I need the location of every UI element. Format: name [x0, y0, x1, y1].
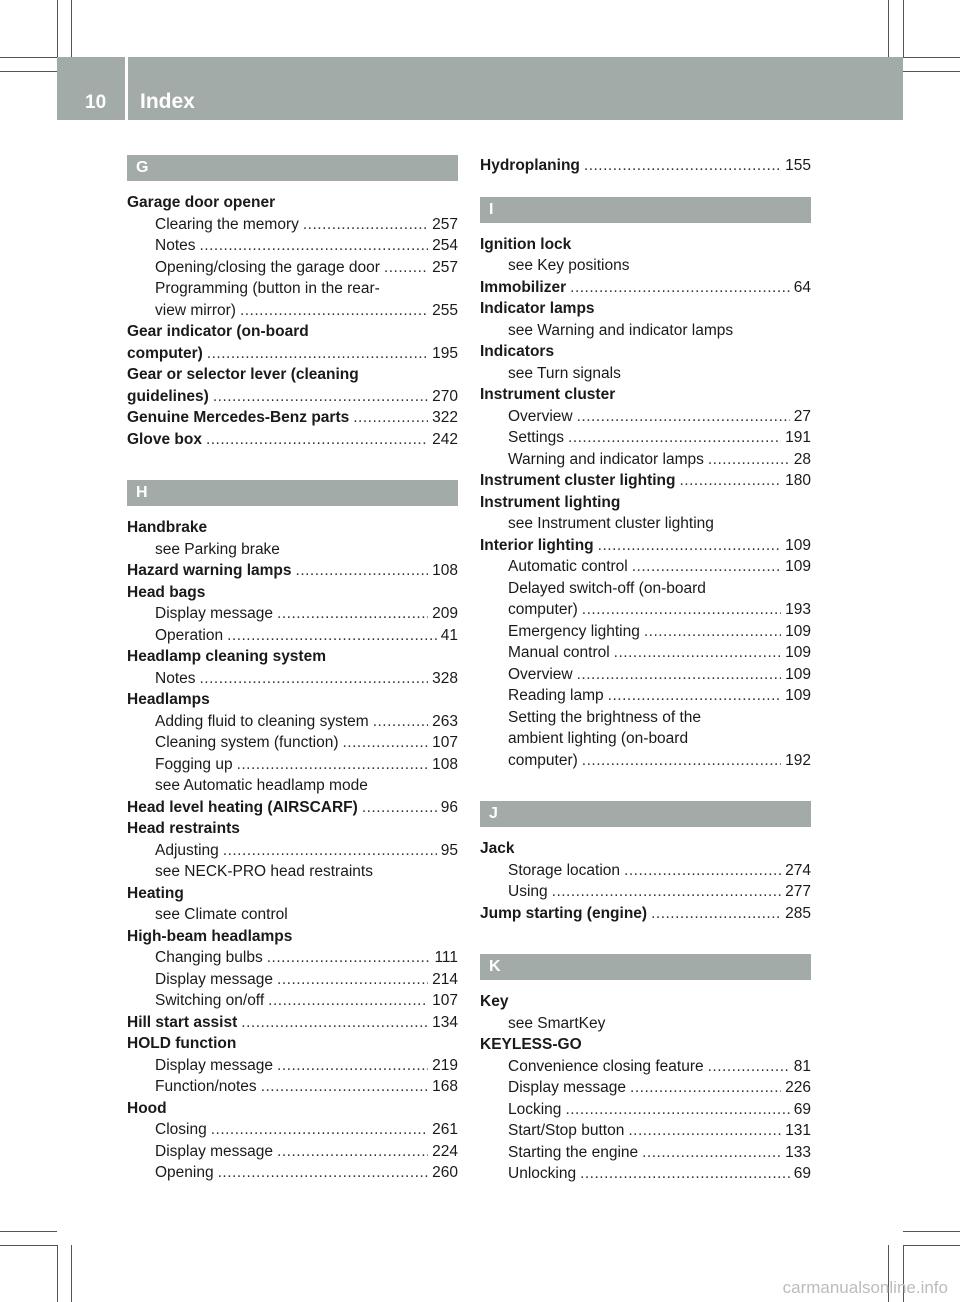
entry-text: Overview	[508, 407, 573, 425]
entry-text: Switching on/off	[155, 992, 265, 1009]
entry-text: Closing	[155, 1121, 207, 1138]
spacer	[480, 177, 811, 197]
page-reference: 133	[785, 1143, 811, 1161]
crop-mark	[0, 1231, 57, 1232]
entry-text: computer)	[508, 751, 578, 769]
index-subentry	[480, 449, 811, 471]
entry-text: Indicators	[480, 343, 555, 360]
entry-text: Display message	[155, 605, 274, 622]
index-subentry	[480, 881, 811, 903]
entry-text: see Turn signals	[508, 364, 621, 382]
entry-text: see Instrument cluster lighting	[508, 515, 714, 532]
section-letter-h: H	[127, 480, 458, 506]
index-heading	[127, 689, 458, 711]
page-reference: 96	[440, 798, 458, 816]
entry-text: Using	[508, 883, 548, 900]
entry-text: see NECK-PRO head restraints	[155, 863, 373, 880]
entry-text: Hydroplaning	[480, 157, 580, 174]
index-heading	[480, 492, 811, 514]
crop-mark	[71, 0, 72, 57]
page-reference: 109	[785, 622, 811, 640]
leader-dots	[277, 1141, 428, 1163]
page-reference: 109	[785, 665, 811, 683]
index-heading	[127, 797, 458, 819]
index-heading	[127, 192, 458, 214]
page-reference: 226	[785, 1079, 811, 1096]
index-subentry	[127, 668, 458, 690]
entry-text: Instrument cluster	[480, 386, 616, 403]
page-reference: 107	[432, 992, 458, 1009]
entry-text: Setting the brightness of the	[508, 708, 702, 726]
index-subentry	[480, 728, 811, 750]
leader-dots	[277, 1055, 428, 1077]
crop-mark	[71, 1245, 72, 1302]
entry-text: Display message	[155, 970, 274, 988]
leader-dots	[580, 1163, 790, 1185]
index-subentry	[127, 775, 458, 797]
entry-text: Genuine Mercedes-Benz parts	[127, 409, 350, 426]
entry-text: Clearing the memory	[155, 215, 299, 233]
entry-text: Cleaning system (function)	[155, 734, 339, 751]
leader-dots	[630, 1077, 781, 1099]
entry-text: High-beam headlamps	[127, 927, 293, 945]
crop-mark	[903, 1245, 960, 1246]
entry-text: Display message	[508, 1079, 627, 1096]
entry-text: Display message	[155, 1142, 274, 1160]
entry-text: Garage door opener	[127, 194, 276, 211]
entry-text: KEYLESS-GO	[480, 1036, 582, 1053]
index-section	[480, 991, 811, 1185]
index-heading	[480, 838, 811, 860]
entry-text: Settings	[508, 429, 565, 446]
leader-dots	[211, 1119, 428, 1141]
page-reference: 195	[432, 344, 458, 362]
page-reference: 260	[432, 1164, 458, 1181]
index-heading	[480, 384, 811, 406]
entry-text: Fogging up	[155, 755, 233, 773]
index-subentry	[127, 840, 458, 862]
page-reference: 277	[785, 883, 811, 900]
index-subentry	[127, 1162, 458, 1184]
entry-text: Headlamp cleaning system	[127, 648, 326, 665]
page-reference: 109	[785, 687, 811, 704]
index-subentry	[127, 300, 458, 322]
index-heading	[127, 1012, 458, 1034]
leader-dots	[582, 599, 781, 621]
page-reference: 27	[793, 407, 811, 425]
leader-dots	[644, 621, 781, 643]
index-subentry	[127, 235, 458, 257]
entry-text: Notes	[155, 237, 196, 254]
index-heading	[127, 582, 458, 604]
leader-dots	[213, 386, 428, 408]
index-subentry	[480, 1142, 811, 1164]
leader-dots	[353, 407, 428, 429]
crop-mark	[888, 0, 889, 57]
section-letter-g: G	[127, 155, 458, 181]
section-letter-k: K	[480, 954, 811, 980]
entry-text: ambient lighting (on-board	[508, 730, 689, 747]
index-heading	[480, 991, 811, 1013]
crop-mark	[903, 0, 904, 57]
index-heading	[480, 277, 811, 299]
leader-dots	[642, 1142, 781, 1164]
page-reference: 214	[432, 970, 458, 988]
index-subentry	[480, 427, 811, 449]
index-subentry	[480, 406, 811, 428]
entry-text: see SmartKey	[508, 1014, 606, 1032]
entry-text: Immobilizer	[480, 278, 567, 296]
index-subentry	[480, 707, 811, 729]
page-reference: 134	[432, 1013, 458, 1031]
entry-text: Headlamps	[127, 691, 210, 708]
index-subentry	[480, 320, 811, 342]
entry-text: Gear or selector lever (cleaning	[127, 366, 359, 383]
entry-text: computer)	[127, 344, 203, 362]
index-subentry	[127, 278, 458, 300]
page-reference: 28	[793, 450, 811, 468]
index-subentry	[127, 625, 458, 647]
index-heading	[127, 517, 458, 539]
crop-mark	[0, 57, 57, 58]
index-subentry	[480, 1013, 811, 1035]
leader-dots	[608, 685, 781, 707]
entry-text: Ignition lock	[480, 235, 572, 253]
leader-dots	[568, 427, 781, 449]
entry-text: guidelines)	[127, 387, 209, 405]
index-subentry	[127, 214, 458, 236]
index-subentry	[480, 363, 811, 385]
entry-text: Adjusting	[155, 841, 219, 859]
entry-text: Overview	[508, 665, 573, 683]
entry-text: Display message	[155, 1056, 274, 1074]
leader-dots	[373, 711, 428, 733]
entry-text: see Warning and indicator lamps	[508, 321, 734, 339]
index-subentry	[127, 711, 458, 733]
section-letter-j: J	[480, 801, 811, 827]
entry-text: Warning and indicator lamps	[508, 450, 704, 468]
entry-text: Convenience closing feature	[508, 1057, 704, 1075]
leader-dots	[240, 300, 428, 322]
entry-text: Delayed switch-off (on-board	[508, 579, 706, 597]
index-heading	[127, 364, 458, 386]
entry-text: Storage location	[508, 861, 621, 879]
index-heading	[127, 883, 458, 905]
index-subentry	[480, 1056, 811, 1078]
index-subentry	[480, 599, 811, 621]
leader-dots	[303, 214, 428, 236]
leader-dots	[268, 990, 428, 1012]
index-subentry	[127, 257, 458, 279]
leader-dots	[577, 406, 790, 428]
index-heading	[480, 298, 811, 320]
entry-text: Head level heating (AIRSCARF)	[127, 798, 358, 816]
crop-mark	[0, 1245, 57, 1246]
page-reference: 64	[793, 278, 811, 296]
leader-dots	[207, 343, 428, 365]
entry-text: Unlocking	[508, 1165, 577, 1182]
leader-dots	[277, 603, 428, 625]
entry-text: Heating	[127, 884, 184, 902]
leader-dots	[708, 449, 790, 471]
index-section	[127, 192, 458, 450]
entry-text: see Climate control	[155, 906, 288, 923]
entry-text: Automatic control	[508, 558, 628, 575]
entry-text: Jump starting (engine)	[480, 904, 648, 922]
entry-text: Opening/closing the garage door	[155, 258, 380, 276]
index-subentry	[480, 664, 811, 686]
index-heading	[480, 903, 811, 925]
index-subentry	[480, 1163, 811, 1185]
entry-text: Emergency lighting	[508, 622, 640, 640]
index-subentry	[127, 1141, 458, 1163]
index-subentry	[127, 969, 458, 991]
index-subentry	[480, 1120, 811, 1142]
page-reference: 328	[432, 669, 458, 687]
index-subentry	[127, 754, 458, 776]
entry-text: Opening	[155, 1164, 214, 1181]
index-heading	[127, 386, 458, 408]
index-subentry	[127, 603, 458, 625]
index-subentry	[480, 642, 811, 664]
entry-text: view mirror)	[155, 301, 236, 319]
entry-text: Starting the engine	[508, 1143, 639, 1161]
page-reference: 209	[432, 605, 458, 622]
index-heading	[480, 1034, 811, 1056]
index-heading	[127, 1098, 458, 1120]
index-section	[480, 838, 811, 924]
crop-mark	[903, 71, 960, 72]
crop-mark	[57, 0, 58, 57]
leader-dots	[343, 732, 429, 754]
page-reference: 109	[785, 536, 811, 554]
page-reference: 257	[432, 215, 458, 233]
index-heading	[127, 926, 458, 948]
leader-dots	[577, 664, 782, 686]
leader-dots	[632, 556, 781, 578]
entry-text: Adding fluid to cleaning system	[155, 712, 369, 730]
index-heading	[127, 560, 458, 582]
index-heading	[480, 341, 811, 363]
page-reference: 41	[440, 626, 458, 644]
index-subentry	[127, 904, 458, 926]
index-heading	[127, 321, 458, 343]
index-heading	[127, 407, 458, 429]
page-reference: 155	[785, 157, 811, 174]
leader-dots	[277, 969, 428, 991]
leader-dots	[679, 470, 781, 492]
index-subentry	[480, 556, 811, 578]
entry-text: Key	[480, 993, 509, 1010]
page-reference: 108	[432, 562, 458, 579]
index-heading	[127, 818, 458, 840]
entry-text: Jack	[480, 840, 515, 857]
leader-dots	[384, 257, 428, 279]
index-subentry	[127, 1076, 458, 1098]
index-subentry	[480, 860, 811, 882]
leader-dots	[584, 155, 781, 177]
page-title: Index	[140, 90, 195, 113]
index-heading	[127, 1033, 458, 1055]
index-heading	[480, 155, 811, 177]
header-divider	[125, 57, 128, 120]
index-subentry	[480, 1077, 811, 1099]
page-reference: 224	[432, 1142, 458, 1160]
watermark: carmanualsonline.info	[782, 1278, 948, 1297]
leader-dots	[565, 1099, 789, 1121]
entry-text: Notes	[155, 669, 196, 687]
index-subentry	[127, 947, 458, 969]
entry-text: Manual control	[508, 644, 610, 661]
entry-text: Head bags	[127, 583, 206, 601]
page-reference: 242	[432, 430, 458, 448]
leader-dots	[206, 429, 428, 451]
entry-text: Gear indicator (on-board	[127, 323, 309, 340]
crop-mark	[57, 1245, 58, 1302]
entry-text: Instrument lighting	[480, 493, 621, 511]
leader-dots	[598, 535, 781, 557]
leader-dots	[241, 1012, 428, 1034]
entry-text: Start/Stop button	[508, 1122, 625, 1139]
entry-text: Glove box	[127, 430, 202, 448]
page-reference: 322	[432, 409, 458, 426]
index-subentry	[480, 513, 811, 535]
index-subentry	[127, 539, 458, 561]
entry-text: Changing bulbs	[155, 949, 263, 966]
index-column-left	[127, 155, 458, 1184]
index-subentry	[480, 1099, 811, 1121]
page-reference: 180	[785, 472, 811, 489]
index-subentry	[480, 578, 811, 600]
index-heading	[127, 343, 458, 365]
index-section	[480, 234, 811, 772]
page-reference: 131	[785, 1122, 811, 1139]
page-reference: 108	[432, 755, 458, 773]
leader-dots	[570, 277, 790, 299]
leader-dots	[552, 881, 781, 903]
page-reference: 254	[432, 237, 458, 254]
index-heading	[480, 535, 811, 557]
entry-text: Head restraints	[127, 820, 240, 837]
entry-text: Indicator lamps	[480, 300, 595, 317]
crop-mark	[903, 1231, 960, 1232]
entry-text: Programming (button in the rear-	[155, 280, 380, 297]
entry-text: see Key positions	[508, 257, 630, 274]
leader-dots	[218, 1162, 429, 1184]
section-letter-i: I	[480, 197, 811, 223]
leader-dots	[628, 1120, 781, 1142]
index-column-right	[480, 155, 811, 1185]
page-reference: 192	[785, 751, 811, 769]
page-reference: 219	[432, 1056, 458, 1074]
page-reference: 274	[785, 861, 811, 879]
entry-text: HOLD function	[127, 1035, 237, 1052]
leader-dots	[200, 668, 429, 690]
index-subentry	[127, 861, 458, 883]
page-reference: 107	[432, 734, 458, 751]
index-section	[127, 517, 458, 1184]
index-subentry	[127, 990, 458, 1012]
leader-dots	[296, 560, 429, 582]
entry-text: Hazard warning lamps	[127, 562, 292, 579]
page-reference: 263	[432, 712, 458, 730]
page-reference: 109	[785, 644, 811, 661]
index-subentry	[480, 685, 811, 707]
page-reference: 270	[432, 387, 458, 405]
index-heading	[127, 646, 458, 668]
entry-text: Handbrake	[127, 519, 208, 536]
index-subentry	[127, 1119, 458, 1141]
entry-text: computer)	[508, 601, 578, 618]
crop-mark	[0, 71, 57, 72]
index-subentry	[480, 255, 811, 277]
leader-dots	[227, 625, 437, 647]
page-reference: 191	[785, 429, 811, 446]
page-reference: 95	[440, 841, 458, 859]
index-heading	[480, 470, 811, 492]
leader-dots	[362, 797, 437, 819]
leader-dots	[651, 903, 781, 925]
crop-mark	[903, 57, 960, 58]
page-reference: 261	[432, 1121, 458, 1138]
entry-text: Hill start assist	[127, 1013, 238, 1031]
page-reference: 109	[785, 558, 811, 575]
leader-dots	[708, 1056, 790, 1078]
page-reference: 193	[785, 601, 811, 618]
leader-dots	[267, 947, 431, 969]
index-section	[480, 155, 811, 177]
page-number: 10	[85, 92, 107, 113]
page-reference: 69	[793, 1165, 811, 1182]
entry-text: Function/notes	[155, 1078, 257, 1095]
index-heading	[480, 234, 811, 256]
index-subentry	[127, 732, 458, 754]
page-reference: 81	[793, 1057, 811, 1075]
entry-text: see Automatic headlamp mode	[155, 777, 368, 794]
entry-text: Locking	[508, 1100, 562, 1118]
index-subentry	[480, 621, 811, 643]
leader-dots	[237, 754, 429, 776]
entry-text: Interior lighting	[480, 536, 594, 554]
page-reference: 257	[432, 258, 458, 276]
leader-dots	[582, 750, 781, 772]
entry-text: Instrument cluster lighting	[480, 472, 676, 489]
leader-dots	[223, 840, 437, 862]
index-subentry	[127, 1055, 458, 1077]
index-subentry	[480, 750, 811, 772]
leader-dots	[261, 1076, 428, 1098]
index-heading	[127, 429, 458, 451]
leader-dots	[624, 860, 781, 882]
page-reference: 111	[434, 949, 458, 966]
page-reference: 168	[432, 1078, 458, 1095]
entry-text: see Parking brake	[155, 540, 280, 558]
leader-dots	[200, 235, 429, 257]
entry-text: Reading lamp	[508, 687, 604, 704]
entry-text: Hood	[127, 1099, 167, 1117]
page-reference: 255	[432, 301, 458, 319]
leader-dots	[614, 642, 781, 664]
page-reference: 285	[785, 904, 811, 922]
entry-text: Operation	[155, 626, 224, 644]
page-reference: 69	[793, 1100, 811, 1118]
